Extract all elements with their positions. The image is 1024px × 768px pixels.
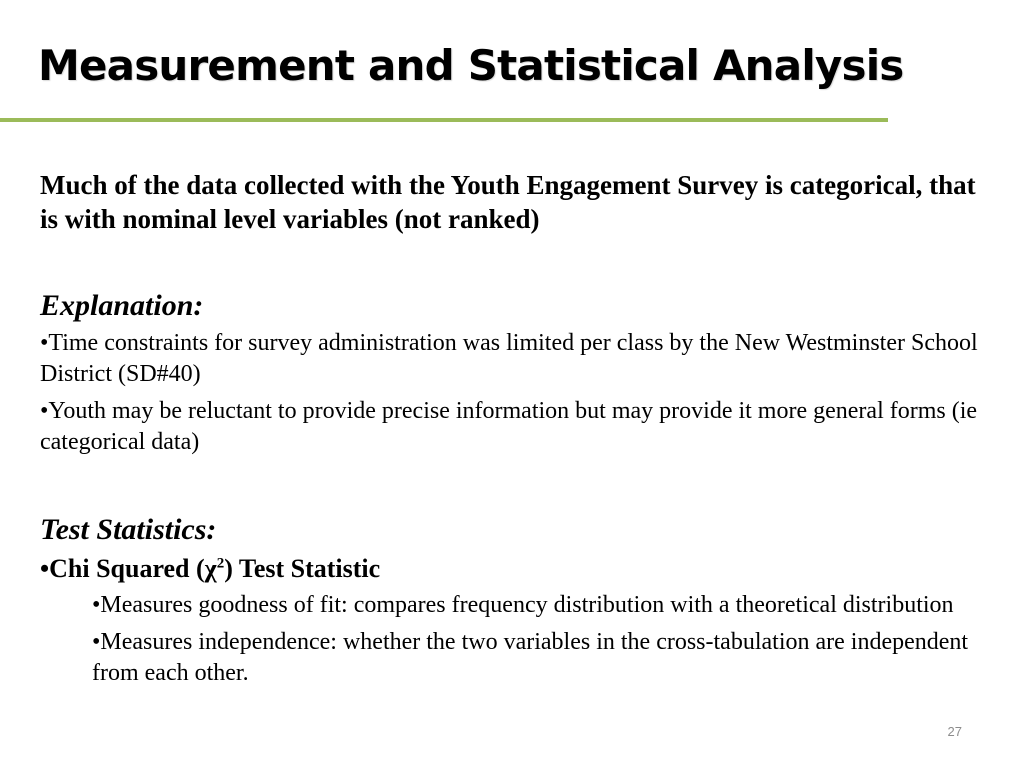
slide-title: Measurement and Statistical Analysis xyxy=(38,41,904,90)
sub-bullet-independence: •Measures independence: whether the two variables in the cross-tabulation are independent from each other. xyxy=(92,629,969,686)
chi-squared-superscript: 2 xyxy=(216,555,225,572)
explanation-heading: Explanation: xyxy=(40,289,204,322)
sub-bullet-goodness-of-fit: •Measures goodness of fit: compares frequency distribution with a theoretical distribution xyxy=(92,592,954,618)
lead-statement: Much of the data collected with the Youth Engagement Survey is categorical, that is with nominal level variables (not ranked) xyxy=(40,170,976,234)
explanation-bullet-2: •Youth may be reluctant to provide precise information but may provide it more general forms (ie categorical data) xyxy=(40,398,978,455)
chi-squared-label-end: ) Test Statistic xyxy=(224,554,381,583)
title-underline xyxy=(0,118,888,122)
slide-body xyxy=(40,168,990,689)
page-number: 27 xyxy=(947,724,962,739)
explanation-bullet-1: •Time constraints for survey administration was limited per class by the New Westminster School District (SD#40) xyxy=(40,330,978,387)
chi-squared-label: •Chi Squared (χ xyxy=(40,554,217,583)
test-statistics-heading: Test Statistics: xyxy=(40,513,217,546)
chi-squared-bullet xyxy=(40,552,990,586)
